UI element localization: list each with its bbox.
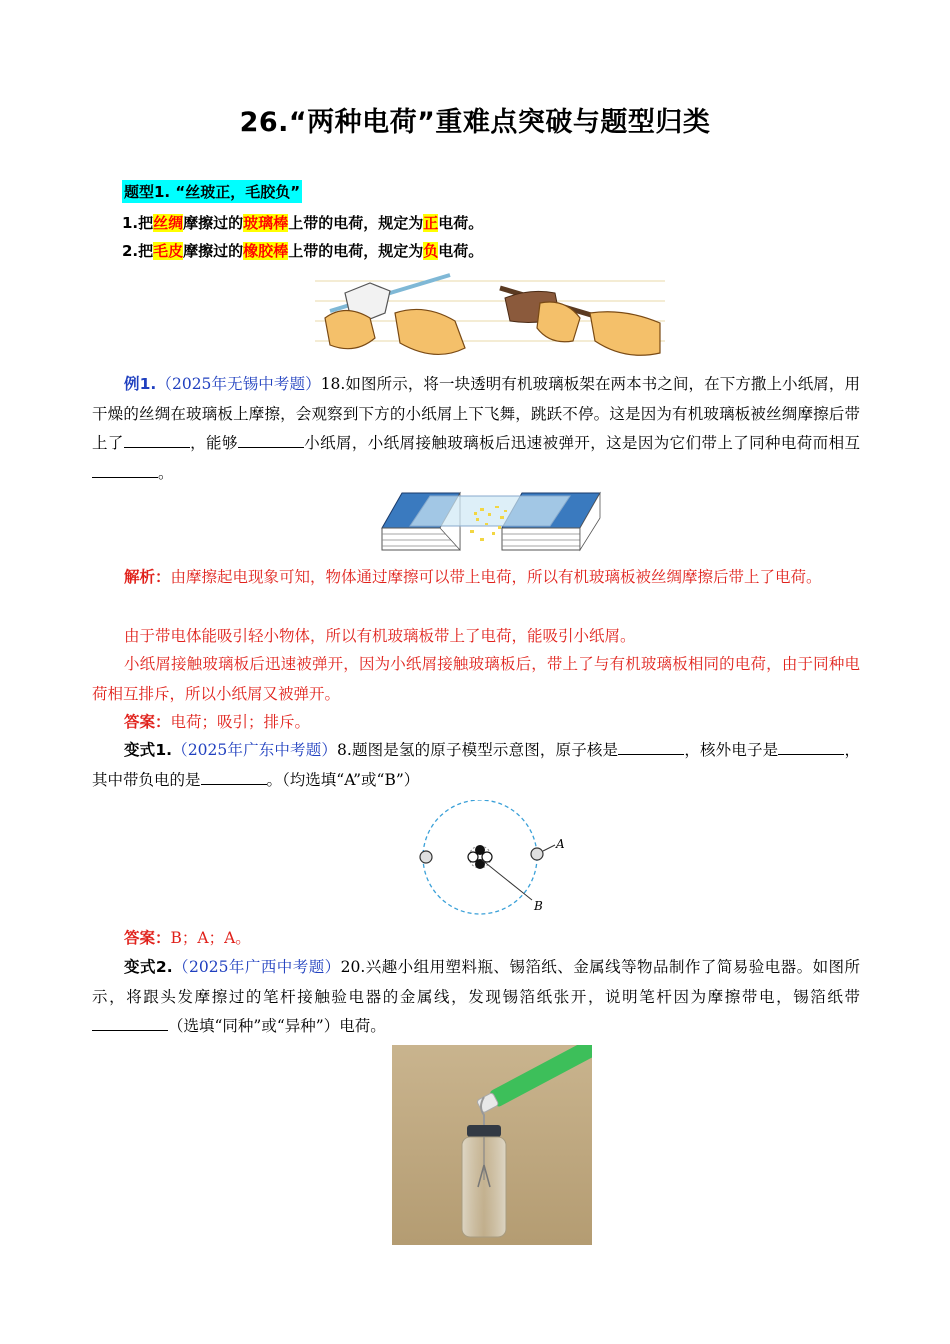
label-b: B [534, 899, 543, 913]
blank [201, 769, 267, 785]
analysis-p3: 小纸屑接触玻璃板后迅速被弹开，因为小纸屑接触玻璃板后，带上了与有机玻璃板相同的电荷，由于同种电荷相互排斥，所以小纸屑又被弹开。 [92, 655, 860, 703]
electroscope-photo [392, 1045, 592, 1245]
orbit [423, 800, 537, 914]
rubbing-illustration [315, 263, 665, 363]
page-title: 26.“两种电荷”重难点突破与题型归类 [239, 107, 711, 138]
electron-right [531, 848, 543, 860]
blank [124, 432, 190, 448]
blank [778, 739, 844, 755]
label-a: A [556, 837, 565, 851]
electron-left [420, 851, 432, 863]
blank [238, 432, 304, 448]
variant-2: 变式2.（2025年广西中考题）20.兴趣小组用塑料瓶、锡箔纸、金属线等物品制作了简易验电器。如图所示，将跟头发摩擦过的笔杆接触验电器的金属线，发现锡箔纸张开，说明笔杆因为摩擦带电，锡箔纸带（选填“同种”或“异种”）电荷。 [92, 958, 860, 1035]
atom-diagram [410, 800, 580, 915]
rule-1: 1.把丝绸摩擦过的玻璃棒上带的电荷，规定为正电荷。 [122, 214, 484, 232]
glass-plate-illustration [380, 488, 605, 560]
answer-2: 答案：B；A；A。 [124, 929, 251, 947]
analysis-p1: 解析：由摩擦起电现象可知，物体通过摩擦可以带上电荷，所以有机玻璃板被丝绸摩擦后带上了电荷。 [124, 568, 822, 586]
left-hand-1 [325, 311, 375, 349]
category-heading: 题型1. “丝玻正，毛胶负” [122, 180, 302, 203]
blank [618, 739, 684, 755]
example-1: 例1.（2025年无锡中考题）18.如图所示，将一块透明有机玻璃板架在两本书之间，在下方撒上小纸屑，用干燥的丝绸在玻璃板上摩擦，会观察到下方的小纸屑上下飞舞，跳跃不停。这是因为有机玻璃板被丝绸摩擦后带上了 ，能够 小纸屑，小纸屑接触玻璃板后迅速被弹开，这是因为它们带上了同种电荷而相互。 [92, 375, 860, 482]
rule-2: 2.把毛皮摩擦过的橡胶棒上带的电荷，规定为负电荷。 [122, 242, 484, 260]
answer-1: 答案：电荷；吸引；排斥。 [124, 713, 311, 731]
blank [92, 462, 158, 478]
variant-1: 变式1.（2025年广东中考题）8.题图是氢的原子模型示意图，原子核是 ，核外电子是 ，其中带负电的是 。（均选填“A”或“B”） [92, 741, 860, 789]
blank [92, 1015, 168, 1031]
analysis-p2: 由于带电体能吸引轻小物体，所以有机玻璃板带上了电荷，能吸引小纸屑。 [124, 627, 636, 645]
bottle-cap [467, 1125, 501, 1137]
